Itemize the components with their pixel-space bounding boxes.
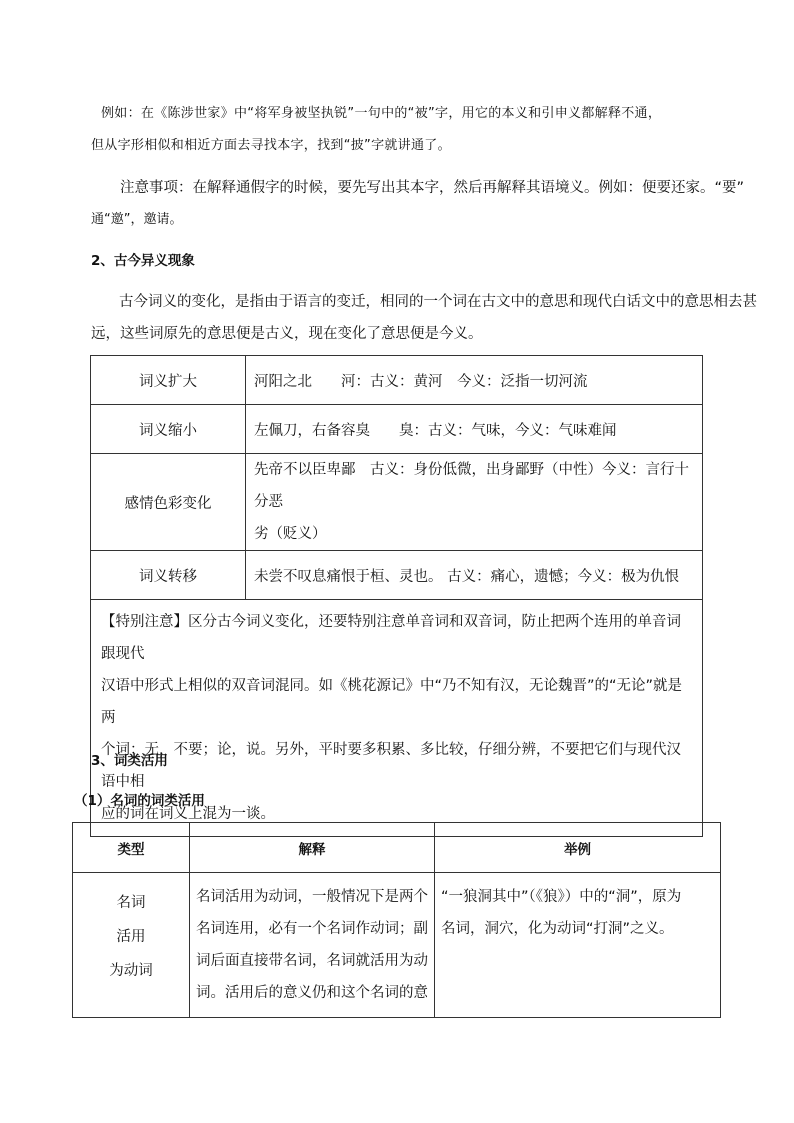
section-2-para-line-1: 古今词义的变化，是指由于语言的变迁，相同的一个词在古文中的意思和现代白话文中的意思相去甚 <box>119 294 757 310</box>
note-line-2: 通“邀”，邀请。 <box>91 212 183 227</box>
word-class-table <box>72 822 721 1018</box>
row-label: 词义扩大 <box>91 356 246 405</box>
table-header-row <box>73 823 721 873</box>
section-2-heading: 2、古今异义现象 <box>91 253 195 269</box>
table-row <box>91 551 703 600</box>
ex-line-1: “一狼洞其中”（《狼》）中的“洞”，原为 <box>441 889 682 905</box>
row-label: 感情色彩变化 <box>91 454 246 551</box>
ancient-modern-meaning-table <box>90 355 703 837</box>
explanation-cell <box>190 873 435 1018</box>
note-line-1: 注意事项：在解释通假字的时候，要先写出其本字，然后再解释其语境义。例如：便要还家。“要” <box>120 180 745 196</box>
type-line-2: 活用 <box>116 929 146 945</box>
type-line-3: 为动词 <box>109 963 153 979</box>
special-note-line-3: 个词：无，不要；论，说。另外，平时要多积累、多比较，仔细分辨，不要把它们与现代汉语中相 <box>101 742 681 790</box>
row-value: 未尝不叹息痛恨于桓、灵也。 古义：痛心，遗憾；今义：极为仇恨 <box>246 551 703 600</box>
section-2-para-line-2: 远，这些词原先的意思便是古义，现在变化了意思便是今义。 <box>91 326 483 342</box>
row-value <box>246 454 703 551</box>
ex-line-2: 名词，洞穴，化为动词“打洞”之义。 <box>441 921 674 937</box>
special-note-line-1: 【特别注意】区分古今词义变化，还要特别注意单音词和双音词，防止把两个连用的单音词跟现代 <box>101 614 681 662</box>
example-cell <box>435 873 721 1018</box>
table-row <box>73 873 721 1018</box>
exp-line-4: 词。活用后的意义仍和这个名词的意 <box>196 985 428 1001</box>
table-row <box>91 405 703 454</box>
header-example: 举例 <box>435 823 721 873</box>
row-label: 词义转移 <box>91 551 246 600</box>
section-3-subheading: （1）名词的词类活用 <box>74 793 205 809</box>
special-note-line-4: 应的词在词义上混为一谈。 <box>101 806 275 822</box>
special-note-line-2: 汉语中形式上相似的双音词混同。如《桃花源记》中“乃不知有汉，无论魏晋”的“无论”就是两 <box>101 678 683 726</box>
row-label: 词义缩小 <box>91 405 246 454</box>
example-line-1: 例如：在《陈涉世家》中“将军身被坚执锐”一句中的“被”字，用它的本义和引申义都解释不通， <box>101 106 662 121</box>
row-value-line-1: 先帝不以臣卑鄙 古义：身份低微，出身鄙野（中性）今义：言行十分恶 <box>254 462 689 510</box>
row-value: 河阳之北 河：古义：黄河 今义：泛指一切河流 <box>246 356 703 405</box>
exp-line-1: 名词活用为动词，一般情况下是两个 <box>196 889 428 905</box>
row-value: 左佩刀，右备容臭 臭：古义：气味，今义：气味难闻 <box>246 405 703 454</box>
table-row <box>91 454 703 551</box>
exp-line-2: 名词连用，必有一个名词作动词；副 <box>196 921 428 937</box>
table-row <box>91 356 703 405</box>
exp-line-3: 词后面直接带名词，名词就活用为动 <box>196 953 428 969</box>
header-type: 类型 <box>73 823 190 873</box>
type-cell <box>73 873 190 1018</box>
header-explanation: 解释 <box>190 823 435 873</box>
section-3-heading: 3、词类活用 <box>91 753 168 769</box>
example-line-2: 但从字形相似和相近方面去寻找本字，找到“披”字就讲通了。 <box>91 138 451 153</box>
row-value-line-2: 劣（贬义） <box>254 526 327 542</box>
type-line-1: 名词 <box>116 895 146 911</box>
